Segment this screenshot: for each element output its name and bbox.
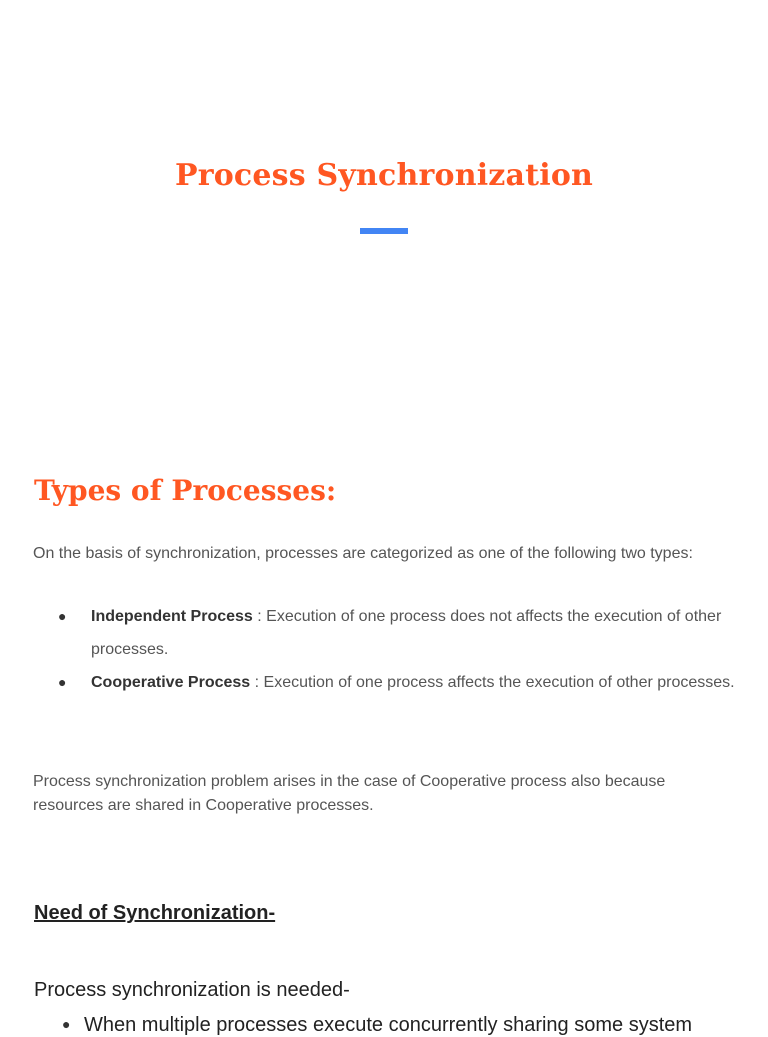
bullet-icon: ● <box>58 674 67 690</box>
cooperative-process-term: Cooperative Process <box>91 674 251 691</box>
independent-process-description: : Execution of one process does not affects the execution of other processes. <box>91 608 722 658</box>
title-underline-rule <box>360 228 408 234</box>
types-of-processes-heading: Types of Processes: <box>34 474 337 507</box>
independent-process-term: Independent Process <box>91 608 253 625</box>
list-item-cooperative-process <box>58 666 738 699</box>
partial-bullet-item <box>62 1014 702 1034</box>
bullet-icon: ● <box>58 608 67 624</box>
types-intro-text: On the basis of synchronization, processes are categorized as one of the following two types: <box>33 545 693 562</box>
bullet-icon: ● <box>62 1016 71 1032</box>
list-item-independent-process <box>58 600 738 666</box>
synchronization-problem-paragraph: Process synchronization problem arises in the case of Cooperative process also because resources are shared in Cooperative processes. <box>33 773 666 814</box>
need-intro-text: Process synchronization is needed- <box>34 979 350 1001</box>
partial-bullet-text: When multiple processes execute concurrently sharing some system <box>84 1014 693 1036</box>
process-types-list <box>58 600 738 699</box>
page-title: Process Synchronization <box>174 158 594 193</box>
need-of-synchronization-heading: Need of Synchronization- <box>34 902 276 924</box>
cooperative-process-description: : Execution of one process affects the execution of other processes. <box>250 674 735 691</box>
